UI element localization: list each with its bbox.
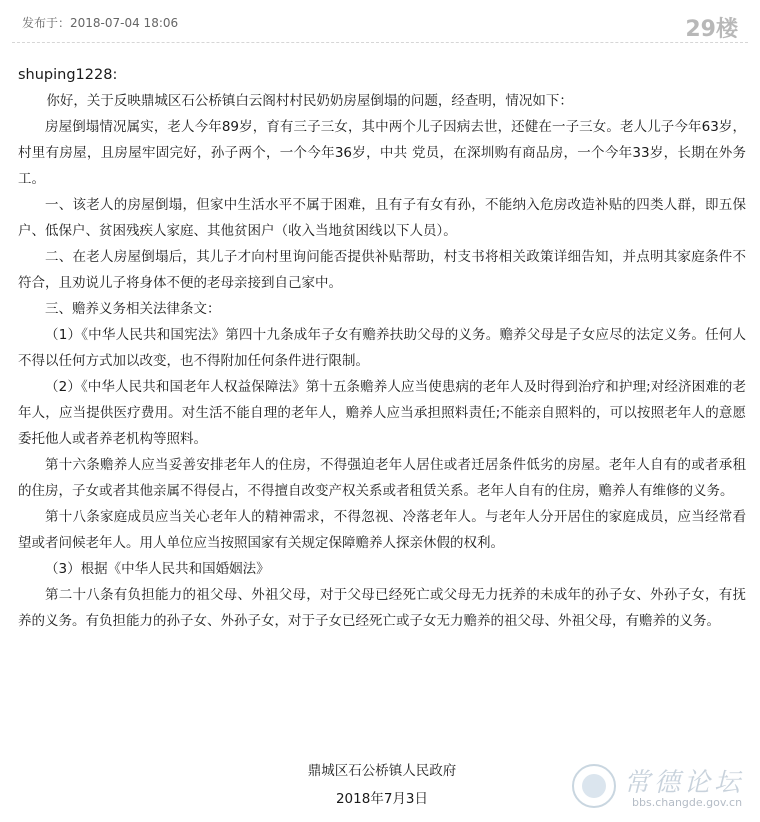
floor-number: 29楼 xyxy=(685,17,738,42)
post-timestamp: 发布于：2018-07-04 18:06 xyxy=(22,16,179,30)
paragraph-elderly-rights-law: （2）《中华人民共和国老年人权益保障法》第十五条赡养人应当使患病的老年人及时得到治疗和护理;对经济困难的老年人，应当提供医疗费用。对生活不能自理的老年人，赡养人应当承担照料责任;不能亲自照料的，可以按照老年人的意愿委托他人或者养老机构等照料。 xyxy=(18,379,746,447)
paragraph-situation: 房屋倒塌情况属实，老人今年89岁，育有三子三女，其中两个儿子因病去世，还健在一子三女。老人儿子今年63岁，村里有房屋，且房屋牢固完好，孙子两个，一个今年36岁，中共 党员，在深圳购有商品房，一个今年33岁，长期在外务工。 xyxy=(18,119,746,187)
paragraph-marriage-law: （3）根据《中华人民共和国婚姻法》 xyxy=(45,561,270,577)
signature-date: 2018年7月3日 xyxy=(335,791,429,807)
paragraph-article-18: 第十八条家庭成员应当关心老年人的精神需求，不得忽视、冷落老年人。与老年人分开居住的家庭成员，应当经常看望或者问候老年人。用人单位应当按照国家有关规定保障赡养人探亲休假的权利。 xyxy=(18,509,746,551)
signature-organization: 鼎城区石公桥镇人民政府 xyxy=(307,763,457,779)
watermark-seal-icon xyxy=(572,764,616,808)
paragraph-point-2: 二、在老人房屋倒塌后，其儿子才向村里询问能否提供补贴帮助，村支书将相关政策详细告知，并点明其家庭条件不符合，且劝说儿子将身体不便的老母亲接到自己家中。 xyxy=(18,249,746,291)
paragraph-point-1: 一、该老人的房屋倒塌，但家中生活水平不属于困难，且有子有女有孙，不能纳入危房改造补贴的四类人群，即五保户、低保户、贫困残疾人家庭、其他贫困户（收入当地贫困线以下人员）。 xyxy=(18,197,746,239)
paragraph-intro: 你好，关于反映鼎城区石公桥镇白云阁村村民奶奶房屋倒塌的问题，经查明，情况如下： xyxy=(46,93,573,109)
paragraph-article-16: 第十六条赡养人应当妥善安排老年人的住房，不得强迫老年人居住或者迁居条件低劣的房屋。老年人自有的或者承租的住房，子女或者其他亲属不得侵占，不得擅自改变产权关系或者租赁关系。老年人自有的住房，赡养人有维修的义务。 xyxy=(18,457,746,499)
header-divider xyxy=(12,42,748,43)
forum-watermark xyxy=(572,760,752,816)
paragraph-article-28: 第二十八条有负担能力的祖父母、外祖父母，对于父母已经死亡或父母无力抚养的未成年的孙子女、外孙子女，有抚养的义务。有负担能力的孙子女、外孙子女，对于子女已经死亡或子女无力赡养的祖父母、外祖父母，有赡养的义务。 xyxy=(18,587,746,629)
paragraph-constitution: （1）《中华人民共和国宪法》第四十九条成年子女有赡养扶助父母的义务。赡养父母是子女应尽的法定义务。任何人不得以任何方式加以改变，也不得附加任何条件进行限制。 xyxy=(18,327,746,369)
paragraph-point-3-heading: 三、赡养义务相关法律条文： xyxy=(45,301,221,317)
reply-to-username: shuping1228: xyxy=(18,67,118,83)
watermark-url: bbs.changde.gov.cn xyxy=(632,796,743,809)
watermark-title: 常德论坛 xyxy=(624,768,745,798)
